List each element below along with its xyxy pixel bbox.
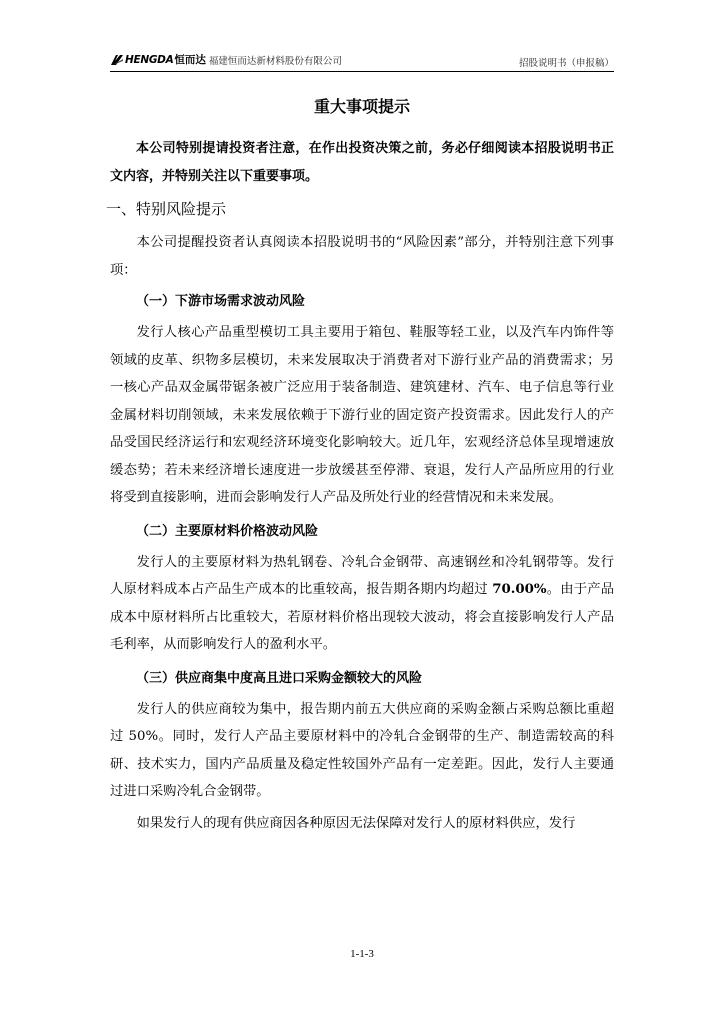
risk-heading-raw-material-price: （二）主要原材料价格波动风险	[136, 523, 319, 539]
risk-paragraph-market-demand: 发行人核心产品重型模切工具主要用于箱包、鞋服等轻工业，以及汽车内饰件等领域的皮革、织物多层模切，未来发展取决于消费者对下游行业产品的消费需求；另一核心产品双金属带锯条被广泛应用于装备制造、建筑建材、汽车、电子信息等行业金属材料切削领域，未来发展依赖于下游行业的固定资产投资需求。因此发行人的产品受国民经济运行和宏观经济环境变化影响较大。近几年，宏观经济总体呈现增速放缓态势；若未来经济增长速度进一步放缓甚至停滞、衰退，发行人产品所应用的行业将受到直接影响，进而会影响发行人产品及所处行业的经营情况和未来发展。	[110, 325, 614, 505]
risk-paragraph-supplier-concentration: 发行人的供应商较为集中，报告期内前五大供应商的采购金额占采购总额比重超过 50%。同时，发行人产品主要原材料中的冷轧合金钢带的生产、制造需较高的科研、技术实力，国内产品质量及稳定性较国外产品有一定差距。因此，发行人主要通过进口采购冷轧合金钢带。	[110, 701, 614, 799]
page-body	[106, 94, 614, 837]
raw-material-text-b: 。由于产品成本中原材料所占比重较大，若原材料价格出现较大波动，将会直接影响发行人产品毛利率，从而影响发行人的盈利水平。	[110, 582, 614, 652]
logo-wordmark: HENGDA	[125, 53, 174, 66]
raw-material-text-a: 发行人的主要原材料为热轧钢卷、冷轧合金钢带、高速钢丝和冷轧钢带等。发行人原材料成本占产品生产成本的比重较高，报告期各期内均超过	[110, 554, 614, 597]
risk-paragraph-supplier-continued: 如果发行人的现有供应商因各种原因无法保障对发行人的原材料供应，发行	[136, 815, 576, 831]
company-name: 福建恒而达新材料股份有限公司	[208, 55, 342, 67]
hengda-logo-icon	[110, 53, 124, 67]
risk-heading-market-demand: （一）下游市场需求波动风险	[136, 294, 306, 309]
document-type: 招股说明书（申报稿）	[518, 58, 614, 69]
company-logo	[110, 52, 342, 67]
section-lead-paragraph: 本公司提醒投资者认真阅读本招股说明书的“风险因素”部分，并特别注意下列事项：	[110, 235, 614, 278]
raw-material-cost-percentage: 70.00%	[492, 582, 547, 597]
intro-paragraph: 本公司特别提请投资者注意，在作出投资决策之前，务必仔细阅读本招股说明书正文内容，并特别关注以下重要事项。	[110, 141, 614, 184]
risk-heading-supplier-concentration: （三）供应商集中度高且进口采购金额较大的风险	[136, 670, 423, 686]
risk-paragraph-raw-material-price	[110, 549, 614, 659]
page-header	[110, 44, 614, 74]
page-title: 重大事项提示	[313, 97, 410, 116]
logo-chinese-name: 恒而达	[174, 54, 206, 66]
page-number: 1-1-3	[350, 948, 374, 960]
section-heading-special-risks: 一、特别风险提示	[106, 200, 227, 218]
header-divider	[110, 71, 614, 72]
